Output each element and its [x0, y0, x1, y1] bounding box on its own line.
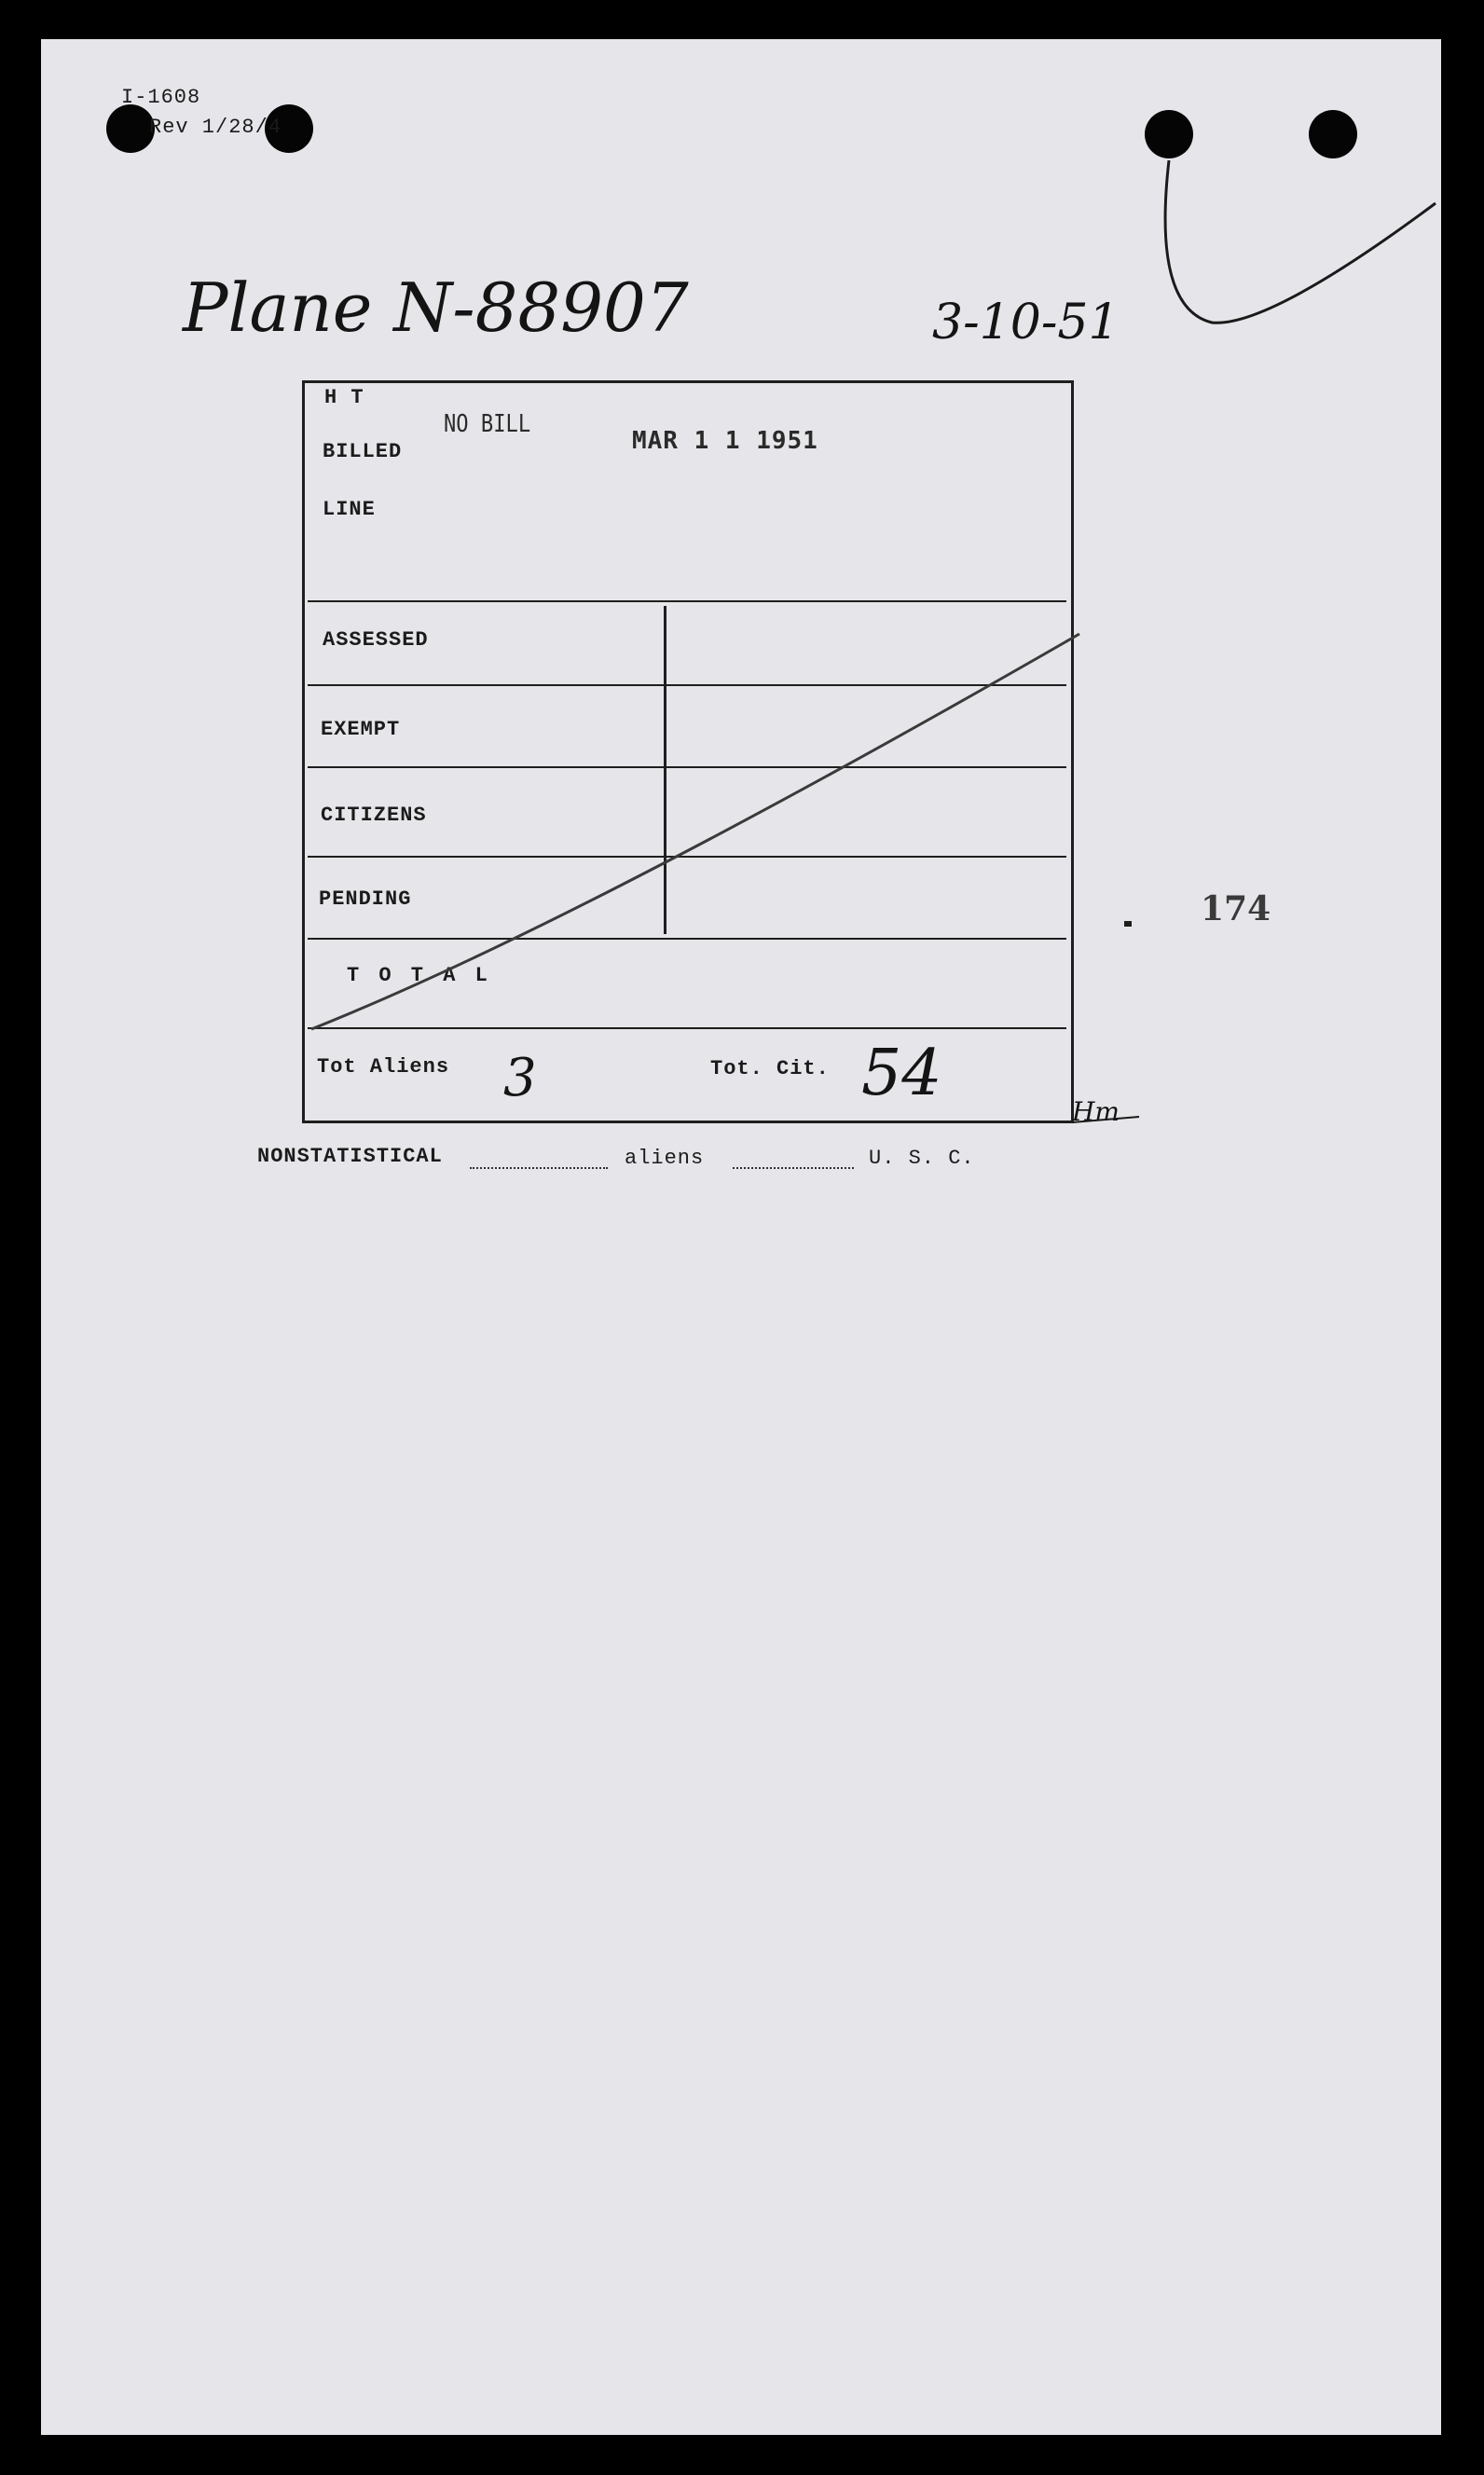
row-label-pending: PENDING [319, 887, 412, 911]
initials-underline [1072, 1117, 1139, 1122]
label-billed: BILLED [323, 440, 403, 463]
total-label: T O T A L [347, 964, 491, 987]
stamped-number: 174 [1201, 889, 1271, 928]
stamp-date: MAR 1 1 1951 [632, 427, 818, 455]
label-ht: H T [324, 386, 364, 409]
aliens-label: aliens [625, 1147, 705, 1170]
label-line: LINE [323, 498, 376, 521]
diagonal-cancel-line [311, 634, 1079, 1029]
form-revision: Rev 1/28/4 [149, 116, 282, 139]
tot-cit-value: 54 [861, 1037, 942, 1110]
plane-number: Plane N-88907 [183, 268, 689, 347]
tot-aliens-value: 3 [503, 1048, 537, 1108]
stamp-no-bill: NO BILL [444, 410, 531, 438]
handwritten-initials: Hm [1072, 1096, 1120, 1127]
row-label-assessed: ASSESSED [323, 628, 429, 652]
check-mark-stroke [1165, 160, 1436, 323]
form-number: I-1608 [121, 86, 201, 109]
tot-cit-label: Tot. Cit. [710, 1057, 830, 1080]
row-label-exempt: EXEMPT [321, 718, 401, 741]
handwritten-date: 3-10-51 [932, 295, 1120, 351]
usc-label: U. S. C. [869, 1147, 975, 1170]
row-label-citizens: CITIZENS [321, 804, 427, 827]
nonstatistical-label: NONSTATISTICAL [257, 1145, 443, 1168]
tot-aliens-label: Tot Aliens [317, 1055, 450, 1079]
